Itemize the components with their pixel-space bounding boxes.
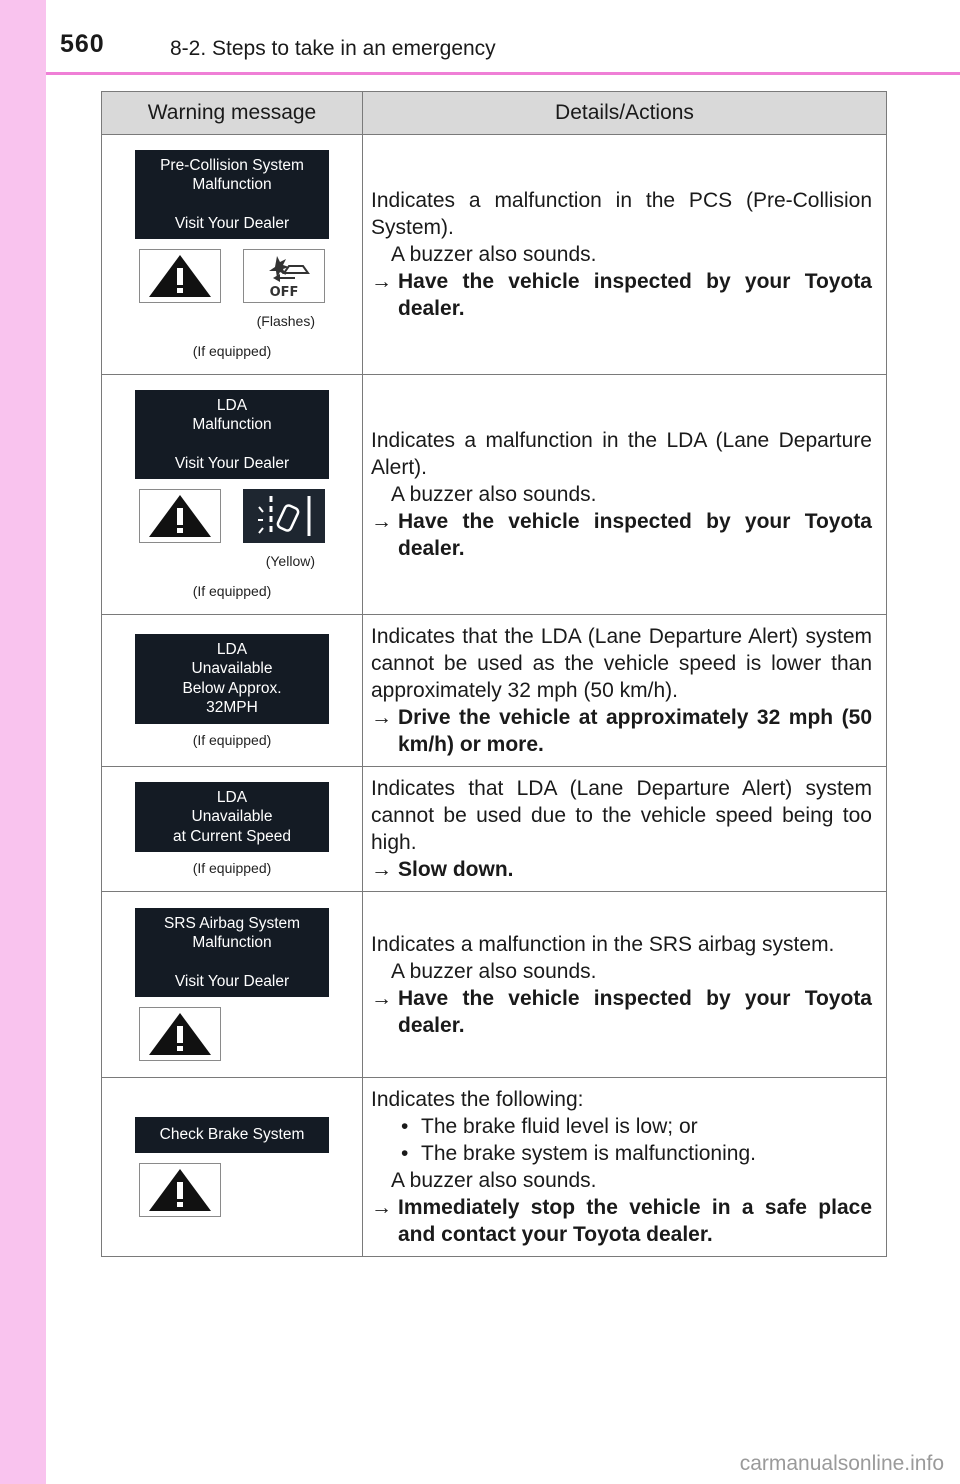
icon-note: (Flashes) <box>256 313 315 330</box>
table-row <box>102 767 887 892</box>
action-text: Immediately stop the vehicle in a safe place and contact your Toyota dealer. <box>398 1196 872 1246</box>
message-display <box>135 390 329 480</box>
buzzer-note: A buzzer also sounds. <box>391 1169 597 1192</box>
arrow-icon: → <box>371 986 392 1010</box>
column-header-details: Details/Actions <box>363 92 887 135</box>
action-text: Have the vehicle inspected by your Toyota dealer. <box>398 510 872 560</box>
details-cell <box>363 135 887 375</box>
arrow-icon: → <box>371 270 392 293</box>
details-cell <box>363 1078 887 1257</box>
arrow-icon: → <box>371 510 392 533</box>
action-text: Have the vehicle inspected by your Toyota dealer. <box>398 986 872 1037</box>
description-text: Indicates a malfunction in the LDA (Lane Departure Alert). <box>371 429 872 479</box>
display-line: LDA <box>216 640 248 658</box>
action-text: Have the vehicle inspected by your Toyota dealer. <box>398 270 872 320</box>
table-row <box>102 375 887 615</box>
table-row <box>102 615 887 767</box>
display-line: SRS Airbag System <box>163 914 301 932</box>
bullet-item: The brake fluid level is low; or <box>421 1115 698 1138</box>
warning-cell <box>102 767 363 892</box>
description-text: Indicates the following: <box>371 1088 584 1111</box>
details-cell <box>363 615 887 767</box>
table-header-row <box>102 92 887 135</box>
display-line: LDA <box>216 396 248 414</box>
warning-cell <box>102 135 363 375</box>
message-display <box>135 782 329 853</box>
description-text: Indicates that the LDA (Lane Departure Alert) system cannot be used as the vehicle speed is lower than approximately 32 mph (50 km/h). <box>371 625 872 702</box>
master-warning-triangle-icon <box>139 489 221 543</box>
icon-note: (Yellow) <box>265 553 315 570</box>
header-rule <box>46 72 960 75</box>
display-line: LDA <box>216 788 248 806</box>
equipped-note: (If equipped) <box>192 343 272 360</box>
arrow-icon: → <box>371 706 392 729</box>
display-line: Visit Your Dealer <box>174 972 290 990</box>
section-tab-sidebar <box>0 0 46 1484</box>
display-line: Malfunction <box>192 176 272 194</box>
bullet-icon: • <box>401 1142 409 1165</box>
buzzer-note: A buzzer also sounds. <box>391 483 597 506</box>
display-line: Pre-Collision System <box>160 156 304 174</box>
equipped-note: (If equipped) <box>192 731 272 748</box>
display-line: Unavailable <box>191 808 273 826</box>
table-row <box>102 135 887 375</box>
display-line: Below Approx. <box>182 679 282 697</box>
message-display <box>135 634 329 724</box>
lda-lane-icon <box>243 489 325 543</box>
action-text: Slow down. <box>398 858 514 881</box>
warning-message-table <box>101 91 887 1257</box>
display-line: at Current Speed <box>172 827 292 845</box>
display-line: Unavailable <box>191 660 273 677</box>
message-display <box>135 908 329 998</box>
warning-cell <box>102 892 363 1078</box>
bullet-icon: • <box>401 1115 409 1138</box>
equipped-note: (If equipped) <box>192 583 272 600</box>
master-warning-triangle-icon <box>139 249 221 303</box>
table-row <box>102 892 887 1078</box>
table-row <box>102 1078 887 1257</box>
description-text: Indicates that LDA (Lane Departure Alert) system cannot be used due to the vehicle speed being too high. <box>371 777 872 854</box>
column-header-warning: Warning message <box>102 92 363 135</box>
message-display <box>135 1117 329 1153</box>
watermark: carmanualsonline.info <box>739 1452 944 1475</box>
action-text: Drive the vehicle at approximately 32 mph (50 km/h) or more. <box>398 706 872 756</box>
warning-cell <box>102 375 363 615</box>
display-line: Malfunction <box>192 934 272 952</box>
svg-text:OFF: OFF <box>269 285 299 301</box>
details-cell <box>363 892 887 1078</box>
arrow-icon: → <box>371 858 392 881</box>
page-number: 560 <box>60 30 105 58</box>
details-cell <box>363 767 887 892</box>
arrow-icon: → <box>371 1196 392 1219</box>
buzzer-note: A buzzer also sounds. <box>391 959 597 983</box>
bullet-item: The brake system is malfunctioning. <box>421 1142 756 1165</box>
buzzer-note: A buzzer also sounds. <box>391 243 597 266</box>
master-warning-triangle-icon <box>139 1163 221 1217</box>
display-line: Visit Your Dealer <box>174 214 290 232</box>
message-display <box>135 150 329 240</box>
display-line: 32MPH <box>206 699 258 716</box>
equipped-note: (If equipped) <box>192 860 272 877</box>
description-text: Indicates a malfunction in the PCS (Pre-Collision System). <box>371 189 872 239</box>
warning-cell <box>102 615 363 767</box>
display-line: Malfunction <box>192 416 272 434</box>
description-text: Indicates a malfunction in the SRS airbag system. <box>371 932 835 956</box>
master-warning-triangle-icon <box>139 1007 221 1061</box>
section-title: 8-2. Steps to take in an emergency <box>170 37 496 60</box>
pcs-off-icon <box>243 249 325 303</box>
display-line: Check Brake System <box>159 1126 305 1144</box>
warning-cell <box>102 1078 363 1257</box>
details-cell <box>363 375 887 615</box>
display-line: Visit Your Dealer <box>174 454 290 472</box>
